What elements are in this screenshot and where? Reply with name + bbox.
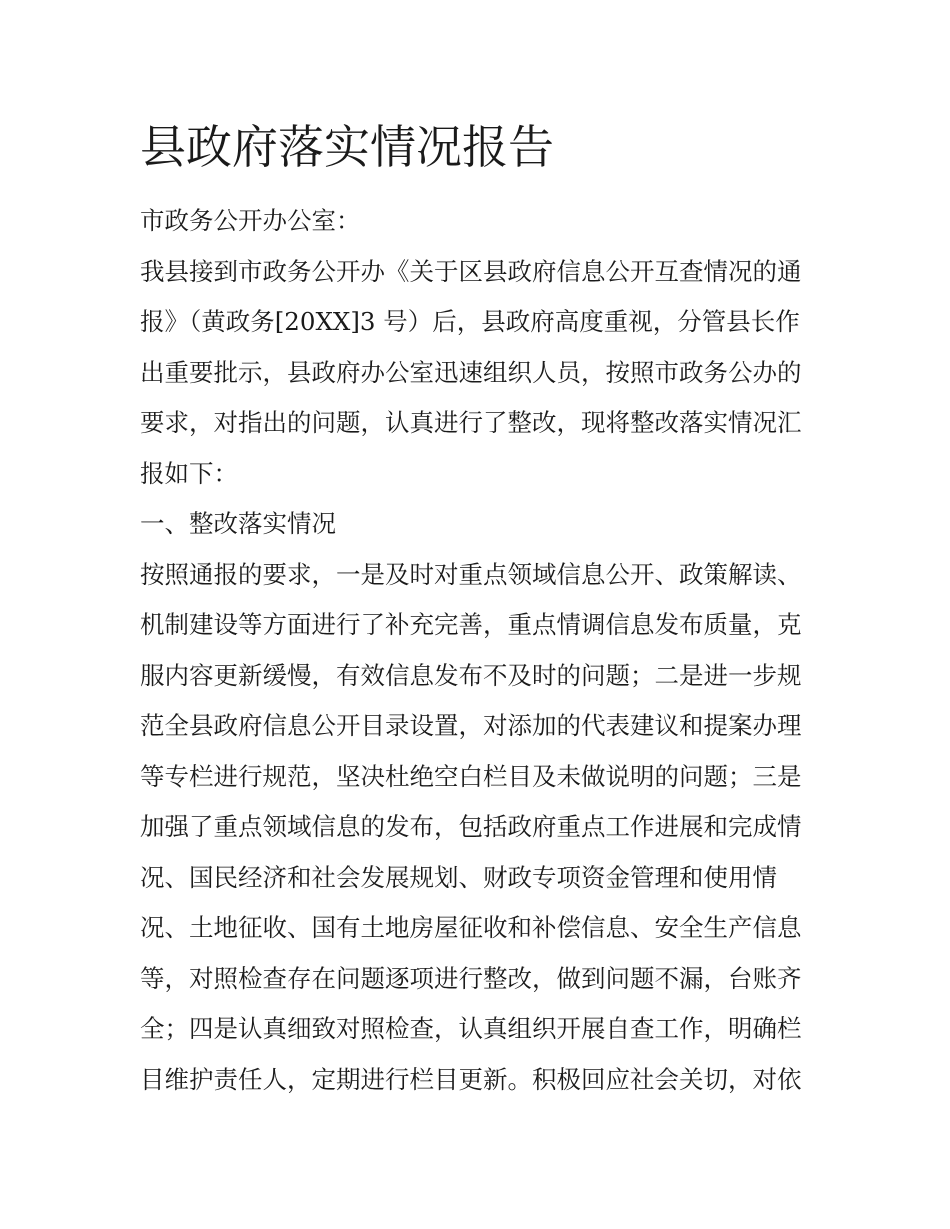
paragraph-line: 出重要批示，县政府办公室迅速组织人员，按照市政务公办的 (140, 357, 802, 387)
section-heading: 一、整改落实情况 (140, 509, 336, 538)
paragraph-line: 我县接到市政务公开办《关于区县政府信息公开互查情况的通 (140, 256, 802, 286)
paragraph-line: 加强了重点领域信息的发布，包括政府重点工作进展和完成情 (140, 812, 802, 841)
paragraph-line: 等专栏进行规范，坚决杜绝空白栏目及未做说明的问题；三是 (140, 761, 802, 791)
paragraph-line: 况、国民经济和社会发展规划、财政专项资金管理和使用情 (140, 862, 777, 892)
paragraph-line: 服内容更新缓慢，有效信息发布不及时的问题；二是进一步规 (140, 660, 802, 690)
paragraph-line: 全；四是认真细致对照检查，认真组织开展自查工作，明确栏 (140, 1014, 802, 1043)
salutation-line: 市政务公开办公室： (140, 206, 361, 235)
paragraph-line: 要求，对指出的问题，认真进行了整改，现将整改落实情况汇 (140, 408, 802, 437)
paragraph-line: 况、土地征收、国有土地房屋征收和补偿信息、安全生产信息 (140, 913, 802, 942)
paragraph-line: 报如下： (140, 458, 238, 488)
document-title: 县政府落实情况报告 (140, 120, 554, 174)
paragraph-line: 报》（黄政务[20XX]3 号）后，县政府高度重视，分管县长作 (140, 307, 800, 336)
document-body (140, 196, 820, 1105)
paragraph-line: 机制建设等方面进行了补充完善，重点情调信息发布质量，克 (140, 610, 802, 639)
paragraph-line: 范全县政府信息公开目录设置，对添加的代表建议和提案办理 (140, 711, 802, 740)
paragraph-line: 按照通报的要求，一是及时对重点领域信息公开、政策解读、 (140, 559, 802, 589)
paragraph-line: 等，对照检查存在问题逐项进行整改，做到问题不漏，台账齐 (140, 963, 802, 993)
paragraph-line: 目维护责任人，定期进行栏目更新。积极回应社会关切，对依 (140, 1064, 802, 1094)
